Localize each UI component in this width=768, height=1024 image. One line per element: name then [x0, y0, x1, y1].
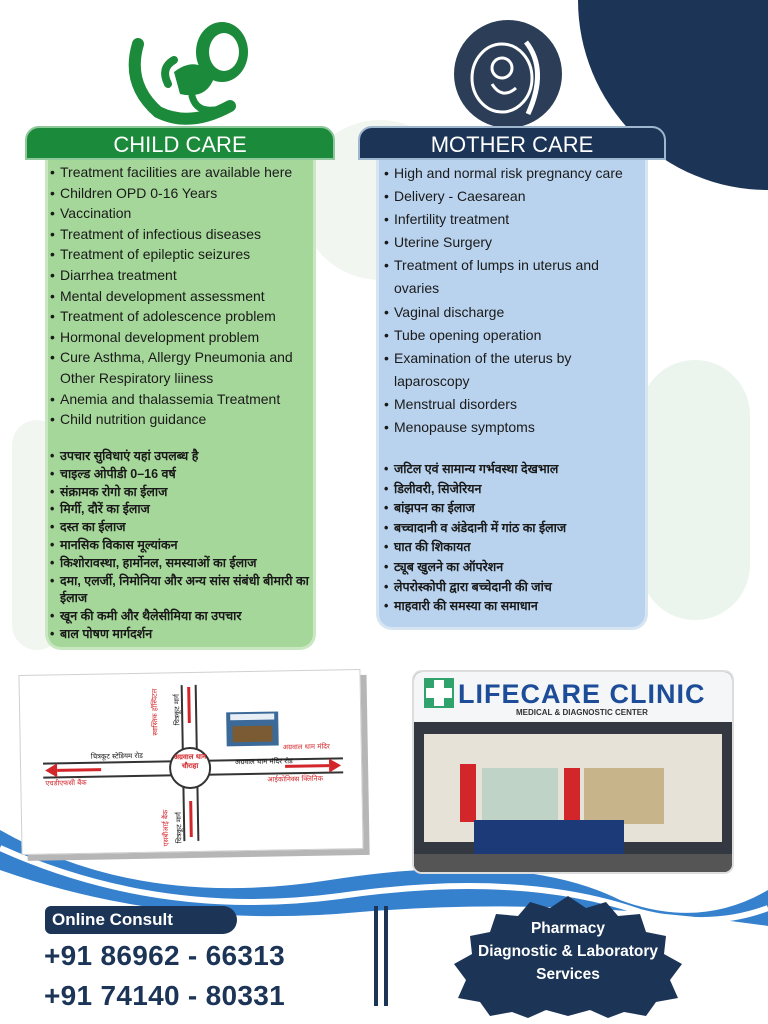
list-item: • Examination of the uterus by laparoscopy — [384, 347, 646, 393]
baby-logo-icon — [118, 14, 258, 126]
list-item: • Menopause symptoms — [384, 416, 646, 439]
map-road-left: चित्रकूट स्टेडियम रोड — [90, 751, 143, 761]
services-line: Pharmacy — [530, 920, 606, 937]
list-item: • दस्त का ईलाज — [50, 519, 314, 537]
map-center-label: अग्रवाल धाम चौराहा — [173, 752, 207, 771]
list-item: • Tube opening operation — [384, 324, 646, 347]
map-landmark-bottom-left: एसबीआई बैंक — [161, 809, 171, 847]
list-item: • किशोरावस्था, हार्मोनल, समस्याओं का ईलाज — [50, 555, 314, 573]
location-map — [18, 669, 363, 855]
clinic-photo — [414, 672, 732, 872]
divider — [374, 906, 378, 1006]
list-item: • माहवारी की समस्या का समाधान — [384, 597, 646, 617]
list-item: • Delivery - Caesarean — [384, 185, 646, 208]
list-item: • Anemia and thalassemia Treatment — [50, 389, 314, 410]
child-care-services-hi — [50, 448, 314, 644]
list-item: • Vaginal discharge — [384, 301, 646, 324]
phone-number[interactable]: +91 86962 - 66313 — [44, 940, 285, 971]
list-item: • High and normal risk pregnancy care — [384, 162, 646, 185]
map-landmark-left: एचडीएफसी बैंक — [45, 778, 87, 788]
map-road-bottom: चित्रकूट मार्ग — [174, 812, 184, 844]
clinic-name: LIFECARE CLINIC — [458, 679, 706, 709]
services-line: Diagnostic & Laboratory — [478, 943, 658, 960]
background-blob — [640, 360, 750, 620]
map-road-right: अग्रवाल धाम मंदिर रोड — [234, 757, 293, 767]
list-item: • Diarrhea treatment — [50, 265, 314, 286]
services-label — [452, 917, 684, 986]
list-item: • उपचार सुविधाएं यहां उपलब्ध है — [50, 448, 314, 466]
list-item: • मिर्गी, दौरें का ईलाज — [50, 501, 314, 519]
clinic-subtitle: MEDICAL & DIAGNOSTIC CENTER — [516, 708, 648, 717]
phone-number[interactable]: +91 74140 - 80331 — [44, 980, 285, 1011]
online-consult-label: Online Consult — [45, 906, 237, 934]
list-item: • Children OPD 0-16 Years — [50, 183, 314, 204]
mother-care-services-en — [384, 162, 646, 439]
list-item: • Treatment of epileptic seizures — [50, 244, 314, 265]
child-care-services-en — [50, 162, 314, 430]
list-item: • घात की शिकायत — [384, 538, 646, 558]
mother-care-title: MOTHER CARE — [358, 126, 666, 160]
map-road-top: चित्रकूट मार्ग — [172, 694, 182, 726]
list-item: • दमा, एलर्जी, निमोनिया और अन्य सांस संबंधी बीमारी का ईलाज — [50, 573, 314, 609]
list-item: • बाल पोषण मार्गदर्शन — [50, 626, 314, 644]
list-item: • लेपरोस्कोपी द्वारा बच्चेदानी की जांच — [384, 578, 646, 598]
child-care-title: CHILD CARE — [25, 126, 335, 160]
list-item: • जटिल एवं सामान्य गर्भवस्था देखभाल — [384, 460, 646, 480]
list-item: • ट्यूब खुलने का ऑपरेशन — [384, 558, 646, 578]
list-item: • संक्रामक रोगो का ईलाज — [50, 484, 314, 502]
mother-care-services-hi — [384, 460, 646, 617]
list-item: • Treatment of adolescence problem — [50, 306, 314, 327]
list-item: • Treatment of infectious diseases — [50, 224, 314, 245]
list-item: • Mental development assessment — [50, 286, 314, 307]
list-item: • डिलीवरी, सिजेरियन — [384, 480, 646, 500]
list-item: • Hormonal development problem — [50, 327, 314, 348]
list-item: • Treatment of lumps in uterus and ovaries — [384, 254, 646, 300]
list-item: • Menstrual disorders — [384, 393, 646, 416]
divider — [384, 906, 388, 1006]
list-item: • Vaccination — [50, 203, 314, 224]
list-item: • चाइल्ड ओपीडी 0–16 वर्ष — [50, 466, 314, 484]
list-item: • Uterine Surgery — [384, 231, 646, 254]
list-item: • मानसिक विकास मूल्यांकन — [50, 537, 314, 555]
map-landmark-right-bottom: आईकोनिक्स क्लिनिक — [267, 774, 324, 784]
services-line: Services — [536, 966, 600, 983]
list-item: • Infertility treatment — [384, 208, 646, 231]
list-item: • Cure Asthma, Allergy Pneumonia and Other Respiratory liiness — [50, 347, 314, 388]
map-landmark-top-left: स्वास्तिक हॉस्पिटल — [150, 688, 160, 736]
list-item: • खून की कमी और थैलेसीमिया का उपचार — [50, 608, 314, 626]
list-item: • Child nutrition guidance — [50, 409, 314, 430]
list-item: • बच्चादानी व अंडेदानी में गांठ का ईलाज — [384, 519, 646, 539]
list-item: • बांझपन का ईलाज — [384, 499, 646, 519]
list-item: • Treatment facilities are available here — [50, 162, 314, 183]
map-landmark-right-top: अग्रवाल धाम मंदिर — [282, 742, 330, 752]
pregnant-mother-logo-icon — [452, 18, 564, 130]
